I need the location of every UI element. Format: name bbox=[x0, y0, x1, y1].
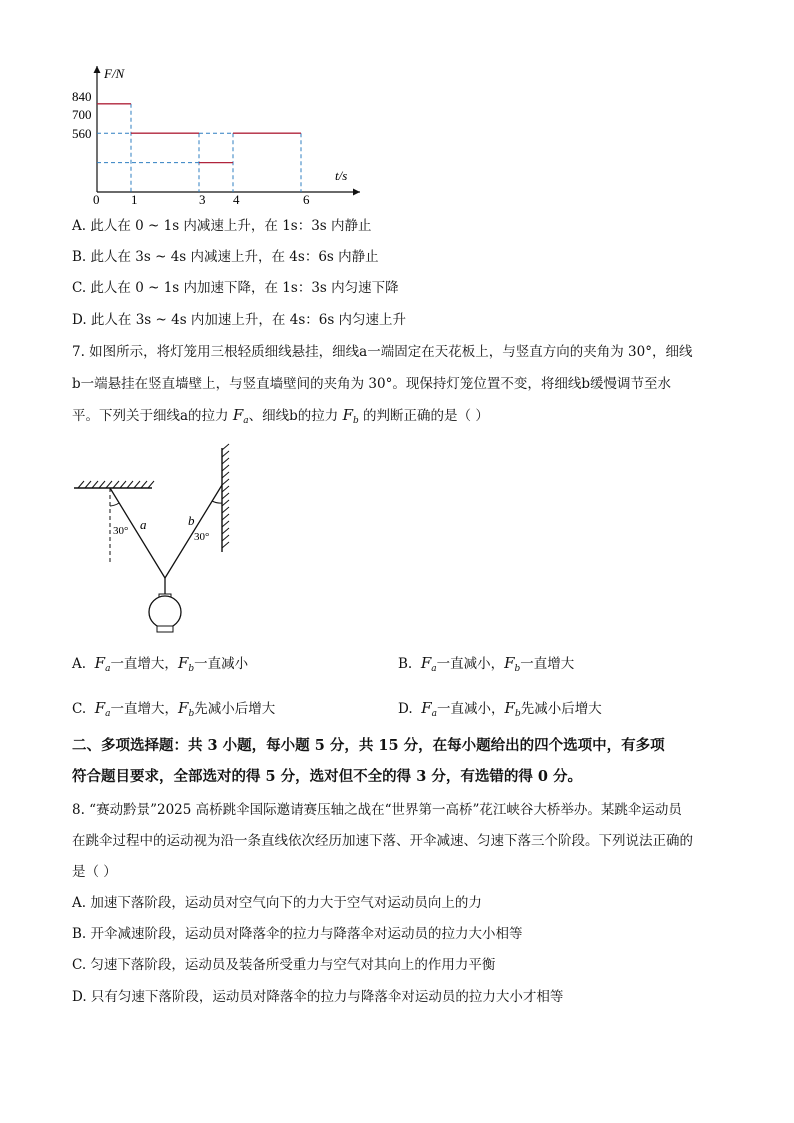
angle-arc-left bbox=[110, 503, 119, 506]
ceiling-hatch bbox=[99, 481, 105, 488]
wall-hatch bbox=[222, 458, 229, 464]
x-axis-label: t/s bbox=[335, 168, 348, 183]
angle-left: 30° bbox=[113, 525, 129, 537]
angle-right: 30° bbox=[194, 531, 210, 543]
ceiling-hatch bbox=[148, 481, 154, 488]
lantern-body bbox=[149, 596, 181, 628]
ceiling-hatch bbox=[85, 481, 91, 488]
force-time-graph bbox=[60, 60, 370, 210]
q7-option-d: D. $F_a$一直减小，$F_b$先减小后增大 bbox=[398, 699, 602, 719]
wall-hatch bbox=[222, 507, 229, 513]
label-b: b bbox=[188, 513, 195, 528]
q8-option-d: D. 只有匀速下落阶段，运动员对降落伞的拉力与降落伞对运动员的拉力大小才相等 bbox=[72, 989, 564, 1005]
ceiling-hatch bbox=[134, 481, 140, 488]
q6-option-a: A. 此人在 0 ~ 1s 内减速上升，在 1s：3s 内静止 bbox=[72, 218, 372, 234]
label-a: a bbox=[140, 517, 147, 532]
wall-hatch bbox=[222, 542, 229, 548]
wall-hatch bbox=[222, 486, 229, 492]
ceiling-hatch bbox=[78, 481, 84, 488]
q7-option-a: A. $F_a$一直增大，$F_b$一直减小 bbox=[72, 654, 249, 674]
section2-title-line1: 二、多项选择题：共 3 小题，每小题 5 分，共 15 分，在每小题给出的四个选项中，有多项 bbox=[72, 737, 665, 754]
wall-hatch bbox=[222, 514, 229, 520]
wall-hatch bbox=[222, 465, 229, 471]
q7-stem-line2: b一端悬挂在竖直墙壁上，与竖直墙壁间的夹角为 30°。现保持灯笼位置不变，将细线b缓慢调节至水 bbox=[72, 376, 672, 392]
q8-option-b: B. 开伞减速阶段，运动员对降落伞的拉力与降落伞对运动员的拉力大小相等 bbox=[72, 926, 523, 942]
wall-hatch bbox=[222, 451, 229, 457]
q6-option-c: C. 此人在 0 ~ 1s 内加速下降，在 1s：3s 内匀速下降 bbox=[72, 280, 399, 296]
wall-hatch bbox=[222, 535, 229, 541]
q8-stem-line3: 是（ ） bbox=[72, 864, 117, 880]
y-tick-700: 700 bbox=[72, 107, 92, 122]
wall-hatch bbox=[222, 472, 229, 478]
q8-stem-line2: 在跳伞过程中的运动视为沿一条直线依次经历加速下落、开伞减速、匀速下落三个阶段。下列说法正确的 bbox=[72, 833, 693, 849]
wall-hatch bbox=[222, 521, 229, 527]
ceiling-hatch bbox=[127, 481, 133, 488]
q7-stem-line1: 7. 如图所示，将灯笼用三根轻质细线悬挂，细线a一端固定在天花板上，与竖直方向的夹角为 30°，细线 bbox=[72, 344, 693, 360]
x-tick-6: 6 bbox=[303, 192, 310, 207]
ceiling-hatch bbox=[120, 481, 126, 488]
q6-option-d: D. 此人在 3s ~ 4s 内加速上升，在 4s：6s 内匀速上升 bbox=[72, 312, 407, 328]
wall-hatch bbox=[222, 500, 229, 506]
q7-option-c: C. $F_a$一直增大，$F_b$先减小后增大 bbox=[72, 699, 276, 719]
y-tick-560: 560 bbox=[72, 126, 92, 141]
wall-hatch bbox=[222, 493, 229, 499]
angle-arc-right bbox=[212, 501, 222, 503]
lantern-figure bbox=[70, 440, 250, 640]
q7-option-b: B. $F_a$一直减小，$F_b$一直增大 bbox=[398, 654, 575, 674]
ceiling-hatch bbox=[92, 481, 98, 488]
x-tick-0: 0 bbox=[93, 192, 100, 207]
y-axis-label: F/N bbox=[104, 66, 125, 81]
x-tick-1: 1 bbox=[131, 192, 138, 207]
x-tick-4: 4 bbox=[233, 192, 240, 207]
section2-title-line2: 符合题目要求，全部选对的得 5 分，选对但不全的得 3 分，有选错的得 0 分。 bbox=[72, 768, 583, 785]
x-tick-3: 3 bbox=[199, 192, 206, 207]
wall-hatch bbox=[222, 528, 229, 534]
lantern-base bbox=[157, 626, 173, 632]
ceiling-hatch bbox=[113, 481, 119, 488]
ceiling-hatch bbox=[141, 481, 147, 488]
q6-option-b: B. 此人在 3s ~ 4s 内减速上升，在 4s：6s 内静止 bbox=[72, 249, 379, 265]
q7-stem-line3: 平。下列关于细线a的拉力 $F_a$、细线b的拉力 $F_b$ 的判断正确的是（ ） bbox=[72, 406, 489, 426]
q8-option-a: A. 加速下落阶段，运动员对空气向下的力大于空气对运动员向上的力 bbox=[72, 895, 482, 911]
q8-stem-line1: 8. “赛动黔景”2025 高桥跳伞国际邀请赛压轴之战在“世界第一高桥”花江峡谷大桥举办。某跳伞运动员 bbox=[72, 802, 682, 818]
wall-hatch bbox=[222, 444, 229, 450]
wall-hatch bbox=[222, 479, 229, 485]
q8-option-c: C. 匀速下落阶段，运动员及装备所受重力与空气对其向上的作用力平衡 bbox=[72, 957, 496, 973]
y-tick-840: 840 bbox=[72, 89, 92, 104]
ceiling-hatch bbox=[106, 481, 112, 488]
